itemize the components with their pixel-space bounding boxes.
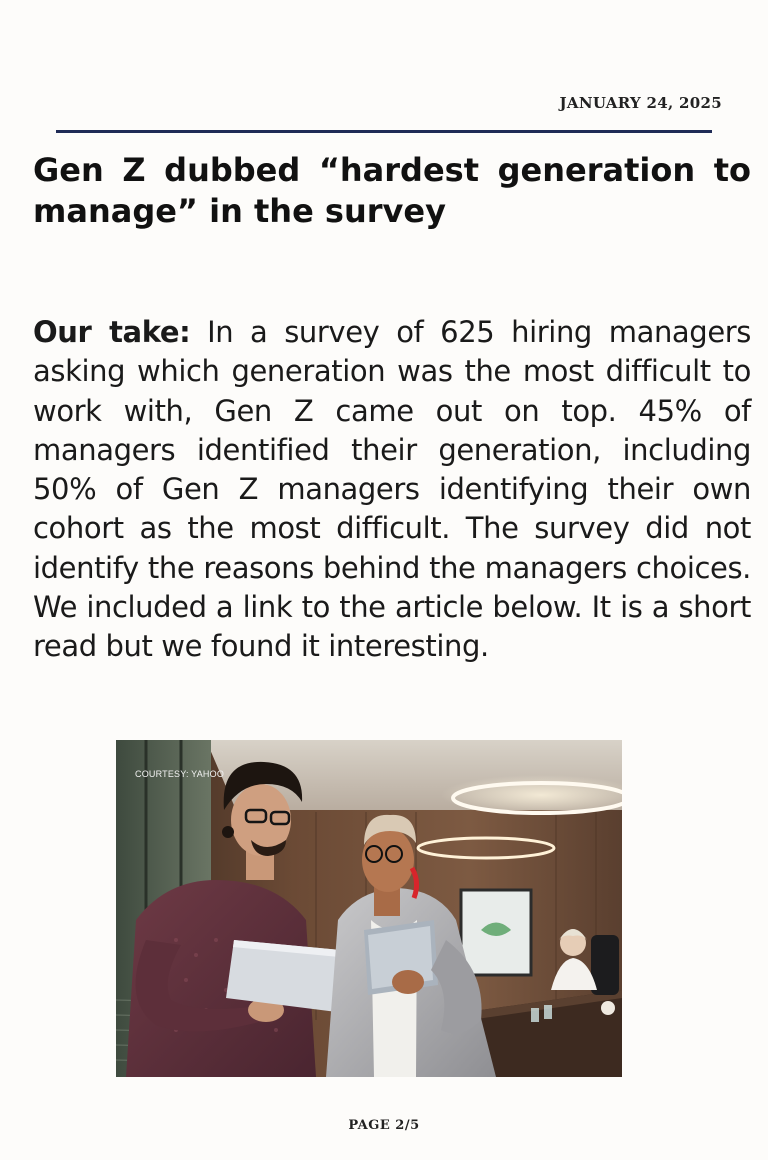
page-number: PAGE 2/5 (348, 1118, 420, 1133)
header-divider (56, 130, 712, 133)
photo-credit: COURTESY: YAHOO (135, 769, 225, 779)
article-body (33, 313, 751, 667)
lead-label: Our take: (33, 315, 191, 349)
article-headline: Gen Z dubbed “hardest generation to manage” in the survey (33, 151, 751, 230)
photo-illustration (116, 740, 622, 1077)
issue-date: JANUARY 24, 2025 (559, 94, 722, 112)
office-meeting-photo (116, 740, 622, 1077)
body-text: In a survey of 625 hiring managers asking which generation was the most difficult to work with, Gen Z came out on top. 45% of managers identified their generation, including 50% of Gen Z managers identifying their own cohort as the most difficult. The survey did not identify the reasons behind the managers choices. We included a link to the article below. It is a short read but we found it interesting. (33, 315, 751, 664)
